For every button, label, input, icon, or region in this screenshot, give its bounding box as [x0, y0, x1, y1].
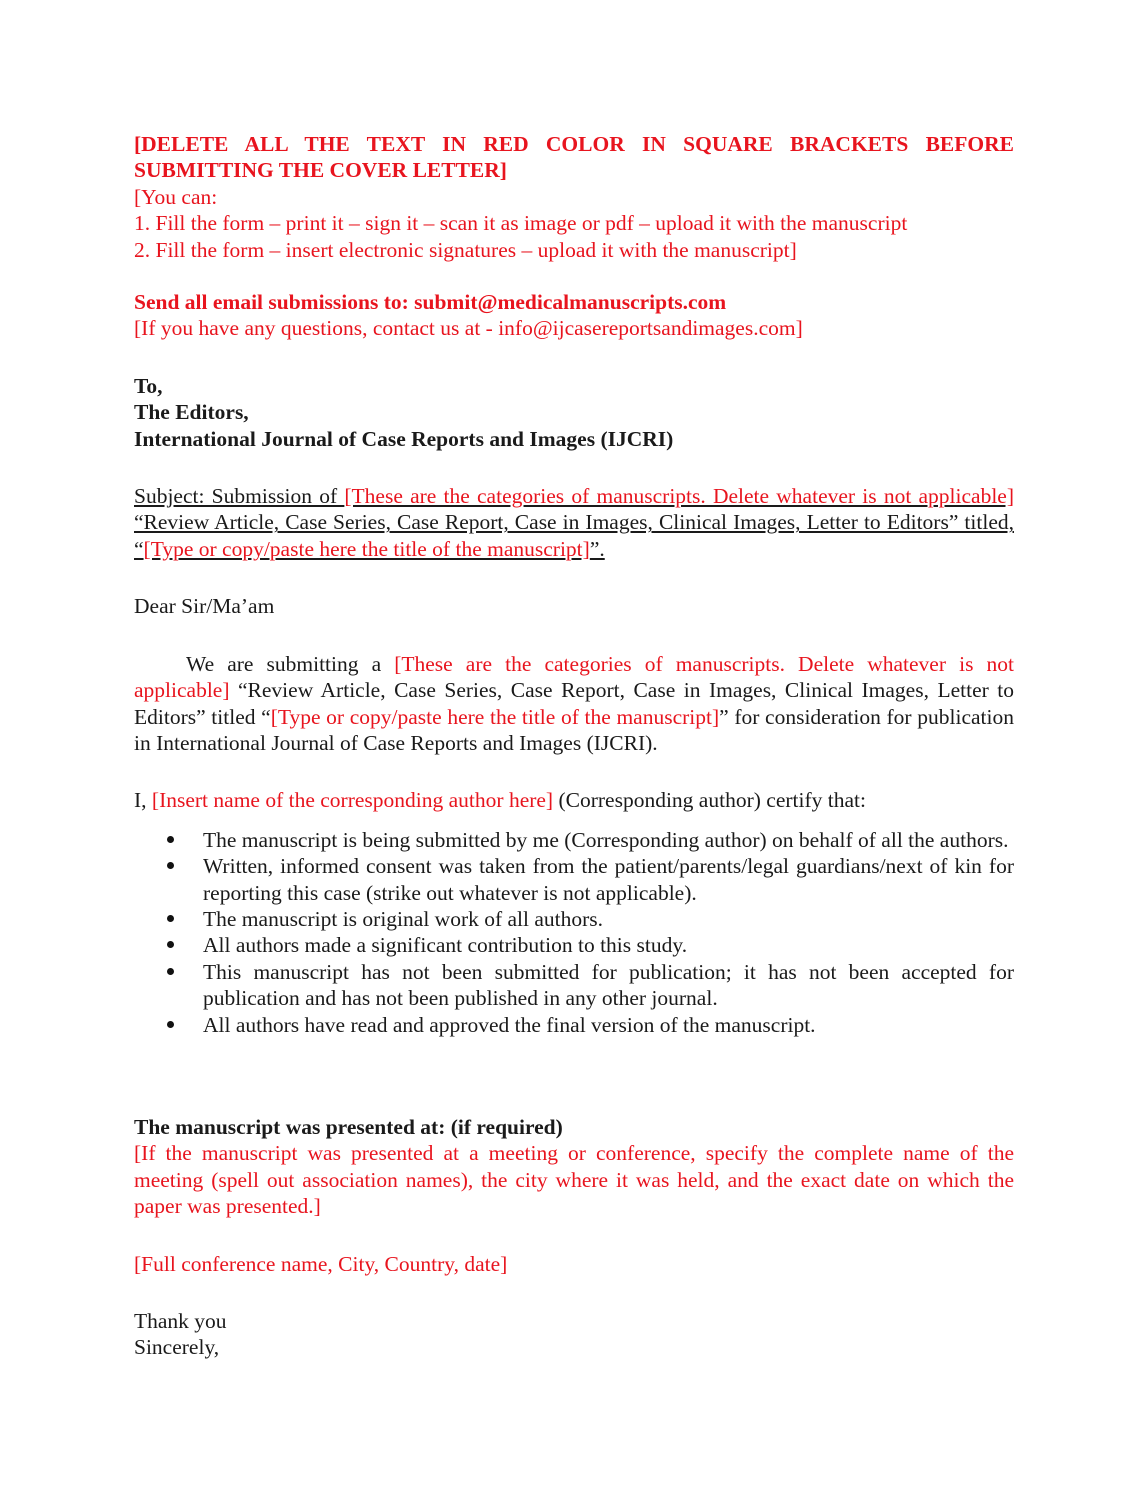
- list-item: [134, 959, 1014, 1012]
- presented-at-block: [134, 1114, 1014, 1220]
- header-notice-block: [134, 131, 1014, 263]
- list-item: [134, 853, 1014, 906]
- closing-thank-you: Thank you: [134, 1309, 227, 1333]
- bullet-icon: [167, 941, 174, 948]
- bullet-icon: [167, 862, 174, 869]
- presented-at-instruction: [If the manuscript was presented at a meeting or conference, specify the complete name of the meeting (spell out association names), the city where it was held, and the exact date on which the paper was presented.]: [134, 1141, 1014, 1219]
- closing-sincerely: Sincerely,: [134, 1335, 220, 1360]
- spacer: [134, 342, 1014, 373]
- subject-prefix: Subject: Submission of: [134, 484, 345, 509]
- certification-prefix: I,: [134, 788, 152, 813]
- submission-info-block: [134, 289, 1014, 342]
- list-item-label: This manuscript has not been submitted for publication; it has not been accepted for publication and has not been published in any other journal.: [203, 959, 1014, 1011]
- certification-intro: [134, 787, 1014, 813]
- you-can-label: [You can:: [134, 184, 218, 209]
- spacer: [134, 756, 1014, 787]
- list-item: [134, 827, 1014, 853]
- delete-red-text-notice: [DELETE ALL THE TEXT IN RED COLOR IN SQUARE BRACKETS BEFORE SUBMITTING THE COVER LETTER]: [134, 132, 1014, 183]
- spacer: [134, 562, 1014, 593]
- certification-suffix: (Corresponding author) certify that:: [553, 788, 866, 813]
- addressee-journal: International Journal of Case Reports and Images (IJCRI): [134, 426, 674, 451]
- option-2-line: 2. Fill the form – insert electronic signatures – upload it with the manuscript]: [134, 237, 797, 262]
- submission-paragraph: [134, 651, 1014, 757]
- submission-paragraph-part2: “Review Article, Case Series, Case Report, Case in Images, Clinical Images, Letter to Editors” titled “: [134, 678, 1014, 729]
- submission-paragraph-part3: ” for consideration for publication in International Journal of Case Reports and Images (IJCRI).: [134, 704, 1014, 755]
- submission-email-line: Send all email submissions to: submit@medicalmanuscripts.com: [134, 290, 727, 315]
- list-item-label: All authors made a significant contribution to this study.: [203, 933, 688, 958]
- subject-categories: “Review Article, Case Series, Case Report, Case in Images, Clinical Images, Letter to Editors” titled, “: [134, 510, 1014, 561]
- submission-paragraph-part1: We are submitting a: [186, 651, 395, 676]
- spacer: [134, 1220, 1014, 1251]
- bullet-icon: [167, 915, 174, 922]
- subject-title-placeholder: [Type or copy/paste here the title of the manuscript]: [143, 536, 590, 561]
- corresponding-author-name-placeholder: [Insert name of the corresponding author here]: [151, 788, 554, 813]
- spacer: [134, 620, 1014, 651]
- questions-contact-line: [If you have any questions, contact us at - info@ijcasereportsandimages.com]: [134, 316, 803, 341]
- bullet-icon: [167, 836, 174, 843]
- addressee-block: [134, 373, 1014, 452]
- spacer: [134, 263, 1014, 289]
- certification-bullet-list: [134, 827, 1014, 1038]
- bullet-icon: [167, 968, 174, 975]
- bullet-icon: [167, 1021, 174, 1028]
- spacer: [134, 814, 1014, 827]
- list-item: [134, 1012, 1014, 1038]
- subject-line: [134, 483, 1014, 562]
- spacer: [134, 452, 1014, 483]
- subject-suffix: ”.: [589, 536, 605, 561]
- conference-placeholder: [Full conference name, City, Country, date]: [134, 1251, 508, 1276]
- spacer: [134, 1088, 1014, 1114]
- closing-block: [134, 1308, 1014, 1361]
- list-item-label: All authors have read and approved the final version of the manuscript.: [203, 1012, 816, 1037]
- document-body: [134, 131, 1014, 1361]
- submission-title-placeholder: [Type or copy/paste here the title of the manuscript]: [270, 704, 720, 729]
- spacer: [134, 1038, 1014, 1088]
- presented-at-heading: The manuscript was presented at: (if required): [134, 1114, 563, 1139]
- list-item: [134, 932, 1014, 958]
- list-item: [134, 906, 1014, 932]
- option-1-line: 1. Fill the form – print it – sign it – scan it as image or pdf – upload it with the manuscript: [134, 211, 908, 236]
- subject-category-instruction: [These are the categories of manuscripts. Delete whatever is not applicable]: [344, 484, 1015, 509]
- list-item-label: The manuscript is original work of all authors.: [203, 906, 604, 931]
- addressee-to: To,: [134, 373, 163, 398]
- addressee-editors: The Editors,: [134, 400, 249, 425]
- list-item-label: The manuscript is being submitted by me (Corresponding author) on behalf of all the authors.: [203, 827, 1009, 852]
- submission-category-instruction: [These are the categories of manuscripts. Delete whatever is not applicable]: [134, 651, 1014, 703]
- salutation: Dear Sir/Ma’am: [134, 594, 275, 619]
- spacer: [134, 1277, 1014, 1308]
- list-item-label: Written, informed consent was taken from the patient/parents/legal guardians/next of kin for reporting this case (strike out whatever is not applicable).: [203, 854, 1014, 905]
